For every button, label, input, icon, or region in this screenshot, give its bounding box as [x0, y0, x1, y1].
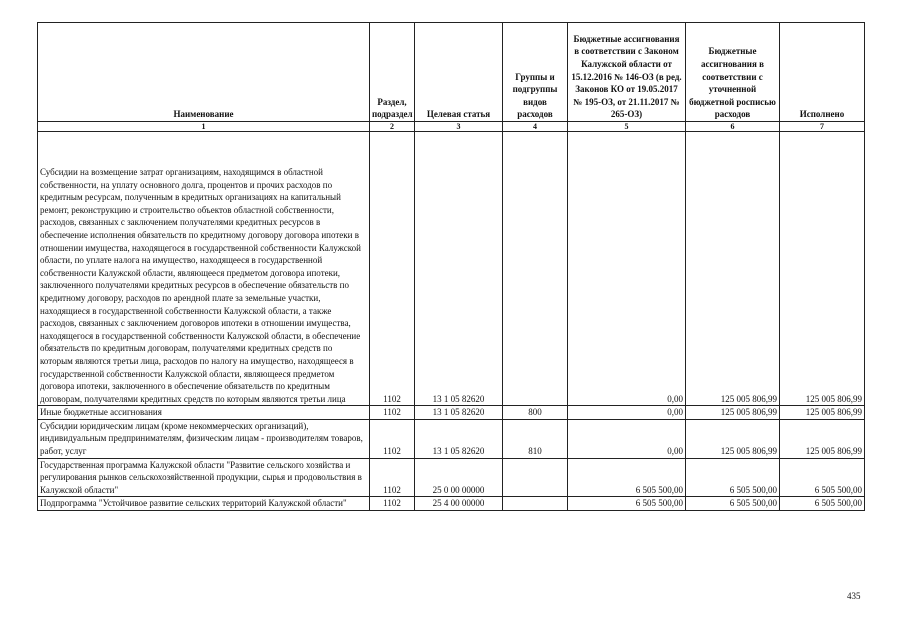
table-row [38, 458, 865, 497]
row-executed-amount: 125 005 806,99 [780, 419, 865, 458]
header-target-article: Целевая статья [415, 23, 503, 122]
row-law-amount: 0,00 [568, 419, 686, 458]
row-refined-amount: 125 005 806,99 [686, 419, 780, 458]
row-name: Субсидии юридическим лицам (кроме некоммерческих организаций), индивидуальным предпринимателям, физическим лицам - производителям товаров, работ, услуг [38, 419, 370, 458]
budget-table [37, 22, 865, 511]
row-executed-amount: 125 005 806,99 [780, 132, 865, 406]
header-law-appropriations: Бюджетные ассигнования в соответствии с Законом Калужской области от 15.12.2016 № 146-ОЗ (в ред. Законов КО от 19.05.2017 № 195-ОЗ, от 21.11.2017 № 265-ОЗ) [568, 23, 686, 122]
row-section: 1102 [370, 497, 415, 511]
row-name: Субсидии на возмещение затрат организациям, находящимся в областной собственности, на уплату основного долга, процентов и прочих расходов по кредитным ресурсам, полученным в кредитных организациях на капитальный ремонт, реконструкцию и строительство объектов областной собственности, расходов, связанных с заключением получателями кредитных ресурсов в обеспечение исполнения обязательств по кредитному договору договора ипотеки в отношении имущества, находящегося в государственной собственности Калужской области, по уплате налога на имущество, находящееся в государственной собственности Калужской области, являющееся предметом договора ипотеки, заключенного получателями кредитных ресурсов в обеспечение обязательств по кредитному договору, расходов по арендной плате за земельные участки, находящиеся в государственной собственности Калужской области, а также расходов, связанных с заключением договоров ипотеки в отношении имущества, находящегося в государственной собственности Калужской области, в обеспечение обязательств по кредитным договорам, получателями кредитных средств по которым являются третьи лица, расходов по налогу на имущество, находящееся в государственной собственности Калужской области, являющееся предметом договора ипотеки, заключенного в обеспечение обязательств по кредитным договорам, получателями кредитных средств по которым являются третьи лица [38, 132, 370, 406]
header-executed: Исполнено [780, 23, 865, 122]
row-target-article: 13 1 05 82620 [415, 132, 503, 406]
row-law-amount: 0,00 [568, 406, 686, 420]
row-target-article: 25 4 00 00000 [415, 497, 503, 511]
row-expense-group [503, 132, 568, 406]
table-row [38, 132, 865, 406]
header-section: Раздел, подраздел [370, 23, 415, 122]
row-section: 1102 [370, 458, 415, 497]
table-row [38, 406, 865, 420]
header-refined-appropriations: Бюджетные ассигнования в соответствии с уточненной бюджетной росписью расходов [686, 23, 780, 122]
row-refined-amount: 125 005 806,99 [686, 406, 780, 420]
table-row [38, 419, 865, 458]
column-number: 6 [686, 122, 780, 132]
row-section: 1102 [370, 419, 415, 458]
column-number: 3 [415, 122, 503, 132]
row-expense-group: 800 [503, 406, 568, 420]
row-name: Государственная программа Калужской области "Развитие сельского хозяйства и регулирования рынков сельскохозяйственной продукции, сырья и продовольствия в Калужской области" [38, 458, 370, 497]
column-number: 4 [503, 122, 568, 132]
row-section: 1102 [370, 406, 415, 420]
row-executed-amount: 125 005 806,99 [780, 406, 865, 420]
row-name: Иные бюджетные ассигнования [38, 406, 370, 420]
header-expense-groups: Группы и подгруппы видов расходов [503, 23, 568, 122]
table-row [38, 497, 865, 511]
row-refined-amount: 6 505 500,00 [686, 458, 780, 497]
column-number-row [38, 122, 865, 132]
column-number: 7 [780, 122, 865, 132]
row-executed-amount: 6 505 500,00 [780, 497, 865, 511]
row-target-article: 13 1 05 82620 [415, 406, 503, 420]
table-header-row [38, 23, 865, 122]
row-refined-amount: 6 505 500,00 [686, 497, 780, 511]
row-section: 1102 [370, 132, 415, 406]
header-name: Наименование [38, 23, 370, 122]
row-expense-group [503, 458, 568, 497]
row-executed-amount: 6 505 500,00 [780, 458, 865, 497]
row-expense-group [503, 497, 568, 511]
row-expense-group: 810 [503, 419, 568, 458]
row-refined-amount: 125 005 806,99 [686, 132, 780, 406]
row-law-amount: 0,00 [568, 132, 686, 406]
row-law-amount: 6 505 500,00 [568, 497, 686, 511]
column-number: 5 [568, 122, 686, 132]
row-target-article: 25 0 00 00000 [415, 458, 503, 497]
row-name: Подпрограмма "Устойчивое развитие сельских территорий Калужской области" [38, 497, 370, 511]
page-number: 435 [847, 591, 861, 601]
column-number: 1 [38, 122, 370, 132]
row-law-amount: 6 505 500,00 [568, 458, 686, 497]
column-number: 2 [370, 122, 415, 132]
row-target-article: 13 1 05 82620 [415, 419, 503, 458]
